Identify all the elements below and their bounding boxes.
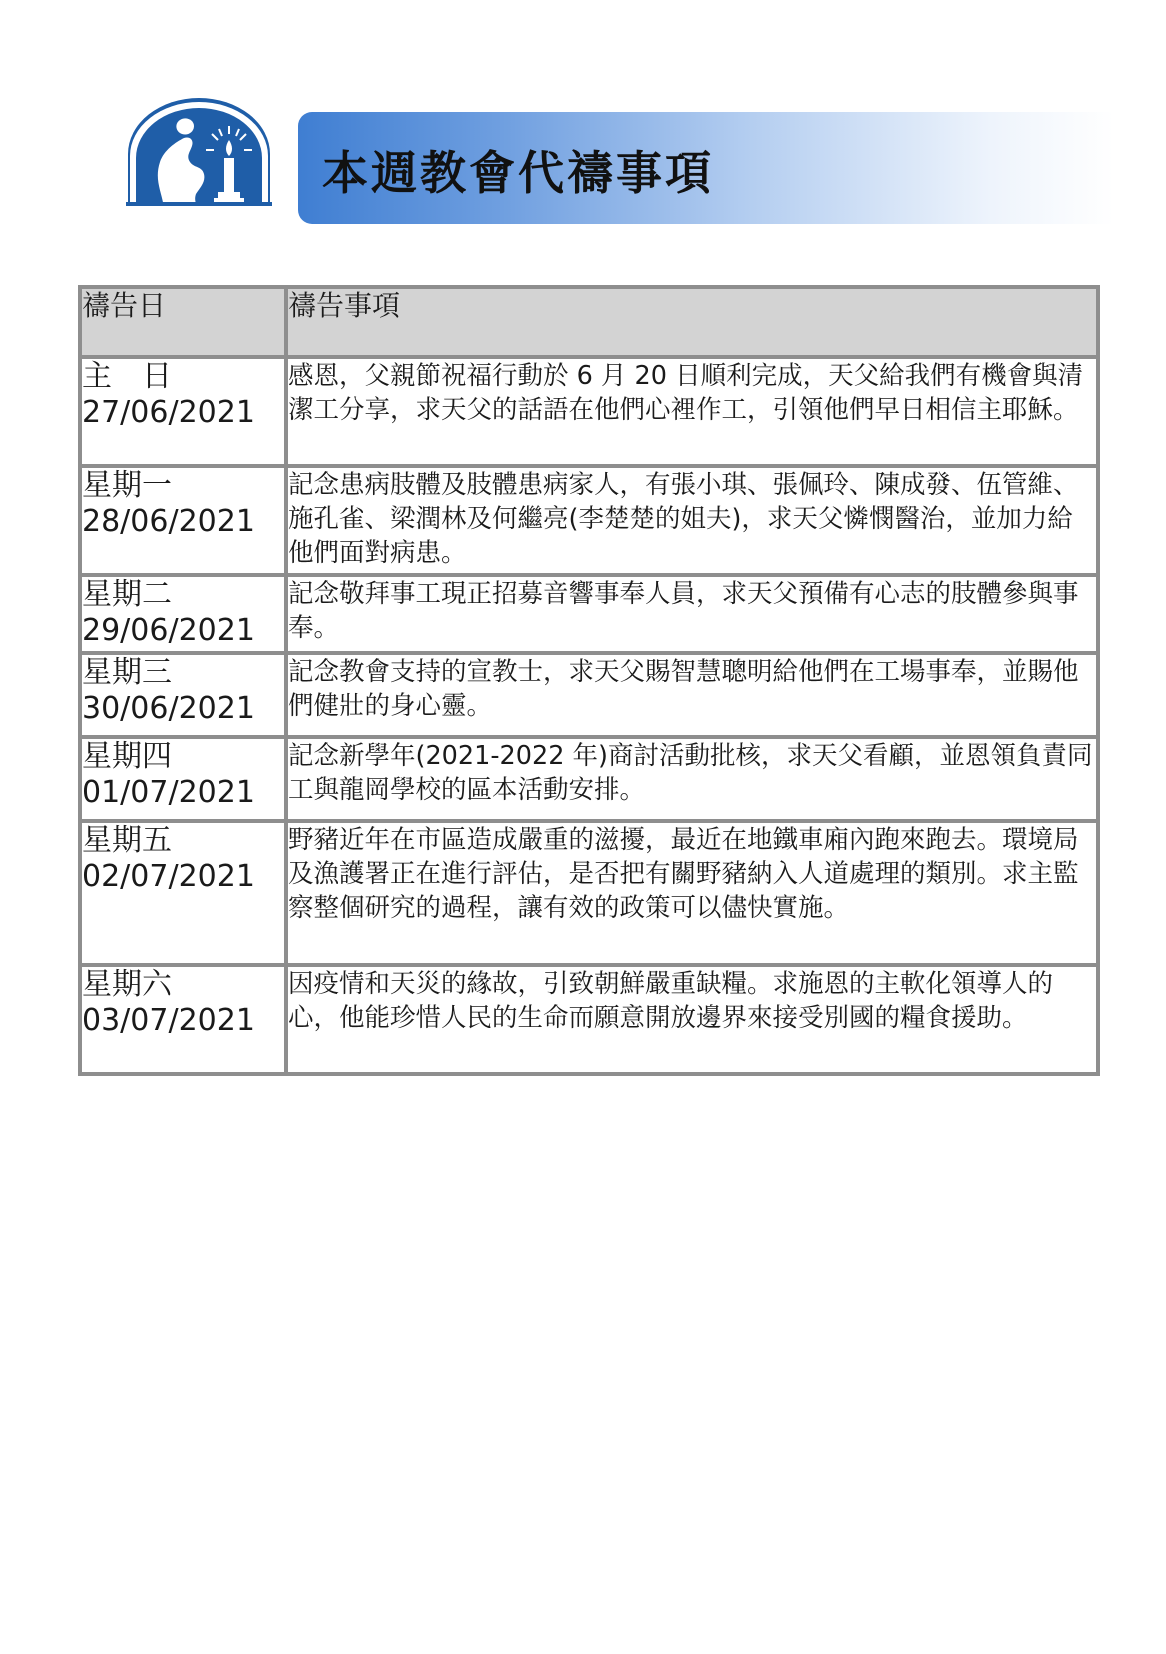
table-row (80, 357, 1098, 466)
weekday-label: 主 日 (82, 359, 172, 394)
date-label: 02/07/2021 (82, 859, 255, 894)
table-row (80, 965, 1098, 1074)
date-cell (80, 821, 286, 965)
prayer-item-text: 記念新學年(2021-2022 年)商討活動批核，求天父看顧，並恩領負責同工與龍岡學校的區本活動安排。 (286, 737, 1098, 821)
date-label: 01/07/2021 (82, 775, 255, 810)
table-row (80, 737, 1098, 821)
weekday-label: 星期六 (82, 967, 172, 1002)
weekday-label: 星期三 (82, 655, 172, 690)
prayer-item-text: 感恩，父親節祝福行動於 6 月 20 日順利完成，天父給我們有機會與清潔工分享，求天父的話語在他們心裡作工，引領他們早日相信主耶穌。 (286, 357, 1098, 466)
date-label: 28/06/2021 (82, 504, 255, 539)
weekday-label: 星期一 (82, 468, 172, 503)
prayer-item-text: 記念敬拜事工現正招募音響事奉人員，求天父預備有心志的肢體參與事奉。 (286, 575, 1098, 653)
prayer-item-text: 記念患病肢體及肢體患病家人，有張小琪、張佩玲、陳成發、伍管維、施孔雀、梁潤林及何繼亮(李楚楚的姐夫)，求天父憐憫醫治，並加力給他們面對病患。 (286, 466, 1098, 575)
prayer-table (78, 285, 1100, 1076)
table-row (80, 821, 1098, 965)
column-header-date: 禱告日 (80, 287, 286, 357)
table-row (80, 575, 1098, 653)
prayer-item-text: 野豬近年在市區造成嚴重的滋擾，最近在地鐵車廂內跑來跑去。環境局及漁護署正在進行評估，是否把有關野豬納入人道處理的類別。求主監察整個研究的過程，讓有效的政策可以儘快實施。 (286, 821, 1098, 965)
page-title: 本週教會代禱事項 (322, 146, 714, 200)
date-cell (80, 737, 286, 821)
date-label: 29/06/2021 (82, 613, 255, 648)
weekday-label: 星期五 (82, 823, 172, 858)
table-row (80, 653, 1098, 737)
date-cell (80, 653, 286, 737)
weekday-label: 星期二 (82, 577, 172, 612)
table-header-row (80, 287, 1098, 357)
date-cell (80, 575, 286, 653)
church-logo (124, 96, 274, 208)
prayer-item-text: 記念教會支持的宣教士，求天父賜智慧聰明給他們在工場事奉，並賜他們健壯的身心靈。 (286, 653, 1098, 737)
date-label: 03/07/2021 (82, 1003, 255, 1038)
date-cell (80, 357, 286, 466)
date-cell (80, 965, 286, 1074)
date-label: 27/06/2021 (82, 395, 255, 430)
table-row (80, 466, 1098, 575)
weekday-label: 星期四 (82, 739, 172, 774)
column-header-items: 禱告事項 (286, 287, 1098, 357)
date-cell (80, 466, 286, 575)
prayer-item-text: 因疫情和天災的緣故，引致朝鮮嚴重缺糧。求施恩的主軟化領導人的心，他能珍惜人民的生命而願意開放邊界來接受別國的糧食援助。 (286, 965, 1098, 1074)
date-label: 30/06/2021 (82, 691, 255, 726)
